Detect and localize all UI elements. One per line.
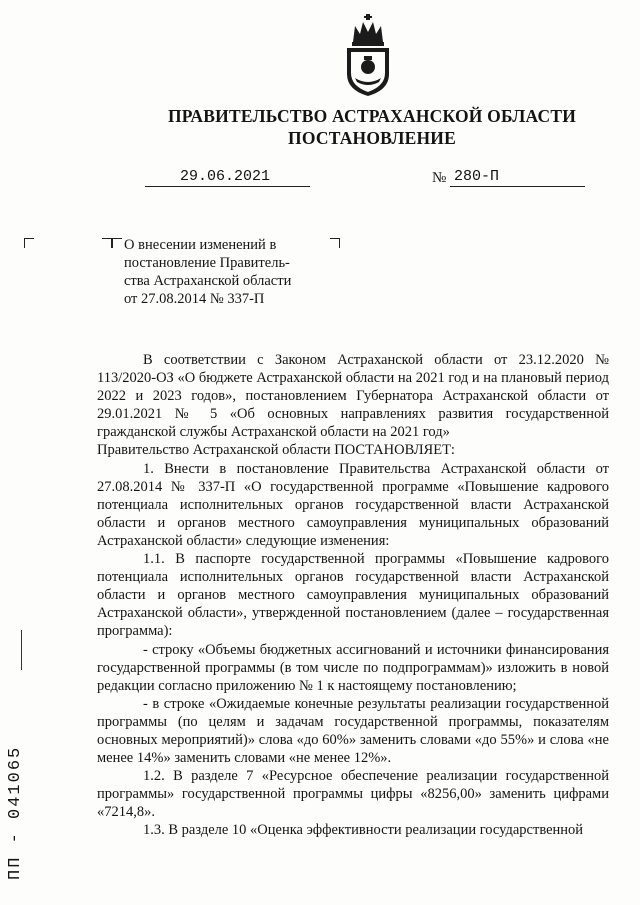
- body-paragraph: 1.1. В паспорте государственной программы «Повышение кадрового потенциала исполнительных органов государственной власти Астраханской области и органов местного самоуправления муниципальных образований Астраханской области», утвержденной постановлением (далее – государственная программа):: [97, 551, 609, 640]
- subject-line: ства Астраханской области: [124, 273, 292, 289]
- date-underline: [145, 186, 310, 187]
- body-paragraph: 1. Внести в постановление Правительства Астраханской области от 27.08.2014 № 337-П «О государственной программе «Повышение кадрового потенциала исполнительных органов государственной власти Астраханской области и органов местного самоуправления муниципальных образований Астраханской области» следующие изменения:: [97, 460, 609, 549]
- margin-serial: ПП - 041065: [6, 745, 25, 880]
- org-title: ПРАВИТЕЛЬСТВО АСТРАХАНСКОЙ ОБЛАСТИ: [167, 106, 577, 126]
- subject-line: О внесении изменений в: [124, 237, 277, 253]
- subject-block: [124, 236, 310, 308]
- body-paragraph: - строку «Объемы бюджетных ассигнований и источники финансирования государственной программы (в том числе по подпрограммам)» изложить в новой редакции согласно приложению № 1 к настоящему постановлению;: [97, 641, 609, 694]
- body-paragraph: В соответствии с Законом Астраханской области от 23.12.2020 № 113/2020-ОЗ «О бюджете Астраханской области на 2021 год и на плановый период 2022 и 2023 годов», постановлением Губернатора Астраханской области от 29.01.2021 № 5 «Об основных направлениях развития государственной гражданской службы Астраханской области на 2021 год»: [97, 352, 609, 441]
- doc-type-title: ПОСТАНОВЛЕНИЕ: [288, 128, 456, 148]
- body-paragraph: 1.2. В разделе 7 «Ресурсное обеспечение реализации государственной программы» государственной программы цифры «8256,00» заменить цифрами «7214,8».: [97, 768, 609, 821]
- document-body: [97, 351, 609, 840]
- number-underline: [450, 186, 585, 187]
- coat-of-arms-icon: [343, 12, 393, 98]
- body-paragraph: - в строке «Ожидаемые конечные результаты реализации государственной программы (по целям и задачам государственной программы, показателям основных мероприятий)» слова «до 60%» заменить словами «до 55%» и слова «не менее 14%» заменить словами «не менее 12%».: [97, 695, 609, 767]
- subject-line: постановление Правитель-: [124, 255, 290, 271]
- subject-line: от 27.08.2014 № 337-П: [124, 291, 265, 307]
- bracket-top-right-a: [102, 238, 112, 248]
- number-prefix: №: [432, 170, 447, 186]
- margin-mark: [21, 630, 22, 670]
- bracket-top-right: [330, 238, 340, 248]
- bracket-top-left: [24, 238, 34, 248]
- document-date: 29.06.2021: [180, 168, 271, 185]
- body-paragraph-decree: Правительство Астраханской области ПОСТАНОВЛЯЕТ:: [97, 442, 455, 459]
- document-number: 280-П: [454, 168, 500, 185]
- bracket-top-left-b: [112, 238, 122, 248]
- body-paragraph: 1.3. В разделе 10 «Оценка эффективности реализации государственной: [143, 822, 584, 839]
